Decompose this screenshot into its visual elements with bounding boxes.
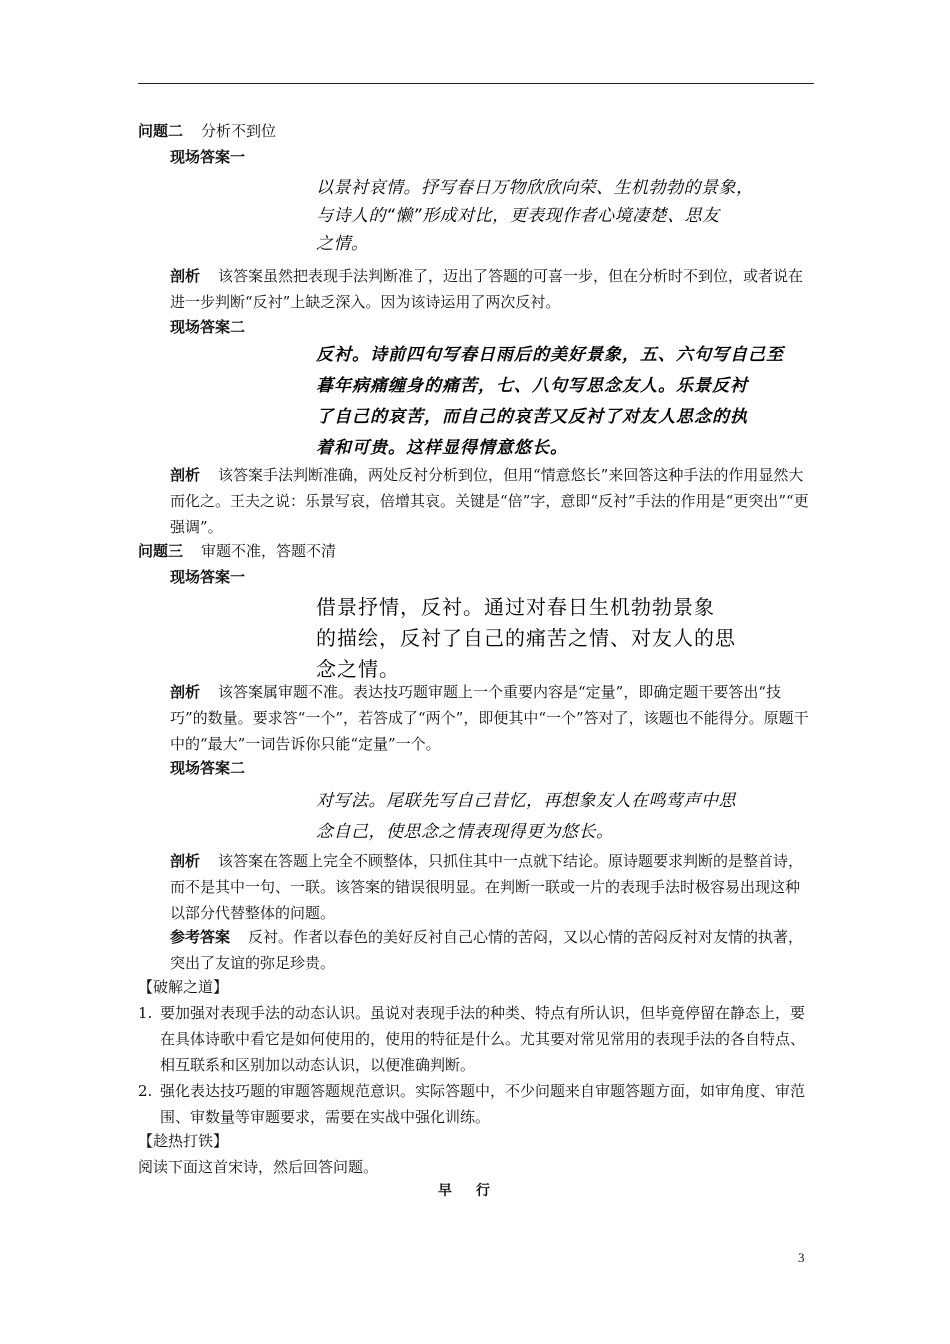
hand-line: 之情。 <box>316 234 369 254</box>
practice-intro: 阅读下面这首宋诗，然后回答问题。 <box>138 1158 379 1176</box>
answer-label: 现场答案一 <box>170 148 246 166</box>
handwritten-answer <box>316 340 784 464</box>
analysis-text: 该答案在答题上完全不顾整体，只抓住其中一点就下结论。原诗题要求判断的是整首诗，而不是其中一句、一联。该答案的错误很明显。在判断一联或一片的表现手法时极容易出现这种以部分代替整体的问题。 <box>170 852 804 922</box>
section-heading-q3 <box>138 538 814 564</box>
practice-heading: 【趁热打铁】 <box>138 1132 229 1150</box>
heading-text: 分析不到位 <box>201 122 277 140</box>
method-item <box>138 1078 814 1130</box>
heading-number: 问题二 <box>138 122 184 140</box>
item-text: 要加强对表现手法的动态认识。虽说对表现手法的种类、特点有所认识，但毕竟停留在静态上，要在具体诗歌中看它是如何使用的，使用的特征是什么。尤其要对常见常用的表现手法的各自特点、相互联系和区别加以动态认识，以便准确判断。 <box>160 1004 806 1074</box>
hand-line: 暮年病痛缠身的痛苦，七、八句写思念友人。乐景反衬 <box>316 376 748 396</box>
analysis-paragraph <box>170 679 814 757</box>
answer-label: 现场答案二 <box>170 318 246 336</box>
item-number: 2. <box>138 1082 153 1100</box>
analysis-label: 剖析 <box>170 466 201 484</box>
handwritten-answer <box>316 786 736 848</box>
hand-line: 念之情。 <box>316 657 400 681</box>
hand-line: 与诗人的“懒”形成对比，更表现作者心境凄楚、思友 <box>316 206 720 226</box>
hand-line: 的描绘，反衬了自己的痛苦之情、对友人的思 <box>316 626 736 650</box>
hand-line: 以景衬哀情。抒写春日万物欣欣向荣、生机勃勃的景象， <box>316 178 754 198</box>
method-heading: 【破解之道】 <box>138 978 229 996</box>
heading-text: 审题不准，答题不清 <box>201 542 337 560</box>
analysis-label: 剖析 <box>170 267 201 285</box>
handwritten-answer <box>316 592 736 685</box>
analysis-label: 剖析 <box>170 852 201 870</box>
item-text: 强化表达技巧题的审题答题规范意识。实际答题中，不少问题来自审题答题方面，如审角度、审范围、审数量等审题要求，需要在实战中强化训练。 <box>160 1082 806 1126</box>
hand-line: 对写法。尾联先写自己昔忆，再想象友人在鸣莺声中思 <box>316 791 736 811</box>
answer-label: 现场答案一 <box>170 568 246 586</box>
handwritten-answer <box>316 174 754 258</box>
section-heading-q2 <box>138 118 814 144</box>
reference-label: 参考答案 <box>170 928 231 946</box>
reference-answer <box>170 924 814 976</box>
hand-line: 借景抒情，反衬。通过对春日生机勃勃景象 <box>316 595 715 619</box>
hand-line: 反衬。诗前四句写春日雨后的美好景象，五、六句写自己至 <box>316 345 784 365</box>
header-rule <box>138 83 814 84</box>
hand-line: 念自己，使思念之情表现得更为悠长。 <box>316 822 614 842</box>
analysis-text: 该答案属审题不准。表达技巧题审题上一个重要内容是“定量”，即确定题干要答出“技巧”的数量。要求答“一个”，若答成了“两个”，即便其中“一个”答对了，该题也不能得分。原题干中的“最大”一词告诉你只能“定量”一个。 <box>170 683 809 753</box>
analysis-paragraph <box>170 462 814 540</box>
hand-line: 了自己的哀苦，而自己的哀苦又反衬了对友人思念的执 <box>316 407 748 427</box>
hand-line: 着和可贵。这样显得情意悠长。 <box>316 438 568 458</box>
poem-title: 早行 <box>438 1183 514 1199</box>
answer-label: 现场答案二 <box>170 759 246 777</box>
analysis-text: 该答案虽然把表现手法判断准了，迈出了答题的可喜一步，但在分析时不到位，或者说在进一步判断“反衬”上缺乏深入。因为该诗运用了两次反衬。 <box>170 267 804 311</box>
method-item <box>138 1000 814 1078</box>
analysis-paragraph <box>170 848 814 926</box>
item-number: 1. <box>138 1004 153 1022</box>
analysis-text: 该答案手法判断准确，两处反衬分析到位，但用“情意悠长”来回答这种手法的作用显然大而化之。王夫之说：乐景写哀，倍增其哀。关键是“倍”字，意即“反衬”手法的作用是“更突出”“更强调”。 <box>170 466 809 536</box>
analysis-label: 剖析 <box>170 683 201 701</box>
heading-number: 问题三 <box>138 542 184 560</box>
page-number: 3 <box>798 1250 805 1265</box>
reference-text: 反衬。作者以春色的美好反衬自己心情的苦闷，又以心情的苦闷反衬对友情的执著，突出了友谊的弥足珍贵。 <box>170 928 804 972</box>
analysis-paragraph <box>170 263 814 315</box>
